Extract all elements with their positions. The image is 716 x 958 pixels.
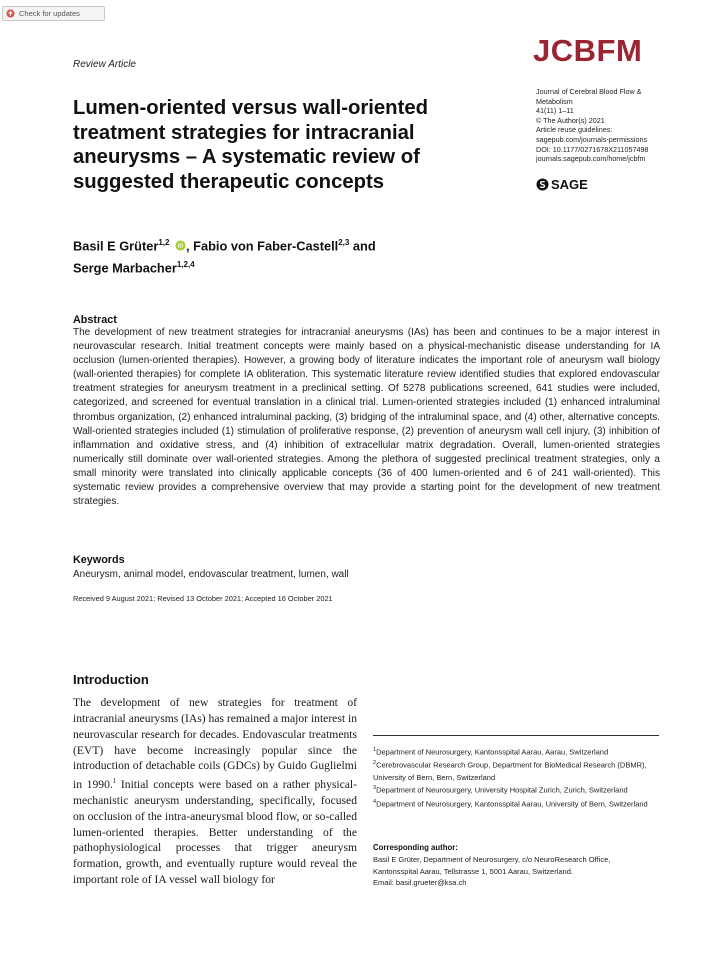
corresponding-email[interactable]: Email: basil.grueter@ksa.ch [373, 878, 467, 888]
journal-info-line: Journal of Cerebral Blood Flow & [536, 87, 642, 96]
keywords-heading: Keywords [73, 554, 125, 566]
journal-info-line: © The Author(s) 2021 [536, 115, 605, 125]
affiliation-item [373, 745, 663, 758]
affiliation-text: Department of Neurosurgery, University Hospital Zurich, Zurich, Switzerland [376, 785, 628, 795]
publisher-name: SAGE [551, 177, 588, 192]
orcid-icon[interactable] [175, 240, 186, 251]
journal-info-line: Article reuse guidelines: [536, 125, 613, 135]
article-title: Lumen-oriented versus wall-oriented treatment strategies for intracranial aneurysms – A systematic review of suggested therapeutic concepts [73, 97, 428, 193]
corresponding-line: Basil E Grüter, Department of Neurosurgery, c/o NeuroResearch Office, [373, 854, 611, 864]
journal-info-line[interactable]: DOI: 10.1177/0271678X211057498 [536, 144, 649, 154]
keywords-text: Aneurysm, animal model, endovascular treatment, lumen, wall [73, 569, 349, 580]
affiliation-number: 1 [373, 747, 377, 753]
affiliation-text: Department of Neurosurgery, Kantonsspital Aarau, Aarau, Switzerland [376, 747, 609, 757]
affiliations [373, 745, 663, 810]
footnote-divider [373, 735, 659, 736]
journal-info-line[interactable]: journals.sagepub.com/home/jcbfm [536, 154, 646, 164]
publication-dates: Received 9 August 2021; Revised 13 October 2021; Accepted 16 October 2021 [73, 594, 333, 603]
author-name: Fabio von Faber-Castell [193, 238, 339, 254]
journal-info-line[interactable]: sagepub.com/journals-permissions [536, 134, 648, 144]
introduction-text-part: Initial concepts were based on a rather physical-mechanistic aneurysm understanding, specifically, focused on occlusion of the intra-aneurysmal blood flow, or so-called lumen-oriented therapies. Better understanding of the pathophysiological processes that trigger aneurysm formation, growth, and eventually rupture would reveal the important role of IA vessel wall biology for [73, 778, 357, 887]
corresponding-line: Kantonsspital Aarau, Tellstrasse 1, 5001 Aarau, Switzerland. [373, 866, 573, 876]
svg-text:iD: iD [177, 243, 184, 250]
journal-info-line: Metabolism [536, 96, 573, 106]
introduction-heading: Introduction [73, 672, 149, 687]
update-icon [6, 9, 15, 18]
affiliation-text: Cerebrovascular Research Group, Department for BioMedical Research (DBMR), University of Bern, Bern, Switzerland [373, 760, 647, 782]
abstract-text: The development of new treatment strategies for intracranial aneurysms (IAs) has been and continues to be a major interest in neurovascular research. Initial treatment concepts were mainly based on a physical-mechanistic disease understanding for IA occlusion (lumen-oriented therapies). However, a growing body of literature indicates the important role of aneurysm wall biology (wall-oriented therapies) for complete IA obliteration. This systematic literature review identified studies that explored endovascular treatment strategies for aneurysm treatment in a preclinical setting. Of 5278 publications screened, 641 studies were included, categorized, and screened for eventual translation in a clinical trial. Lumen-oriented strategies included (1) enhanced intraluminal thrombus organization, (2) enhanced intraluminal packing, (3) bridging of the intraluminal space, and (4) other, alternative concepts. Wall-oriented strategies included (1) stimulation of proliferative response, (2) prevention of aneurysm wall cell injury, (3) inhibition of inflammation and oxidative stress, and (4) inhibition of extracellular matrix degradation. Overall, lumen-oriented strategies numerically still dominate over wall-oriented strategies. Among the plethora of suggested preclinical treatment strategies, only a small minority were translated into clinically applicable concepts (36 of 400 lumen-oriented and 6 of 241 wall-oriented). This systematic review provides a comprehensive overview that may provide a starting point for the development of new treatment strategies. [73, 327, 660, 508]
author-affiliation: 1,2,4 [176, 260, 195, 270]
journal-info [536, 87, 671, 164]
author-affiliation: 1,2 [158, 238, 170, 247]
affiliation-text: Department of Neurosurgery, Kantonsspital Aarau, University of Bern, Switzerland [376, 799, 648, 809]
citation-ref[interactable]: 1 [112, 777, 117, 786]
author-separator: and [349, 238, 376, 254]
author-name: Serge Marbacher [73, 260, 177, 276]
affiliation-number: 4 [373, 798, 377, 805]
publisher-logo [536, 177, 588, 192]
affiliation-item [373, 797, 663, 810]
affiliation-item [373, 783, 663, 796]
corresponding-author [373, 842, 663, 889]
abstract-heading: Abstract [73, 314, 117, 326]
check-for-updates-badge[interactable] [2, 6, 105, 21]
author-affiliation: 2,3 [338, 238, 350, 247]
introduction-text [73, 695, 357, 888]
corresponding-heading: Corresponding author: [373, 843, 458, 852]
check-for-updates-label: Check for updates [19, 9, 80, 18]
author-list [73, 233, 453, 278]
affiliation-item [373, 758, 663, 783]
journal-info-line: 41(11) 1–11 [536, 106, 574, 116]
article-type: Review Article [73, 59, 136, 70]
introduction-text-part: The development of new strategies for treatment of intracranial aneurysms (IAs) has remained a major interest in neurovascular research for decades. Endovascular treatments (EVT) have become increasingly popular since the introduction of detachable coils (GDCs) by Guido Guglielmi in 1990. [73, 696, 357, 792]
author-separator: , [186, 238, 194, 254]
author-name: Basil E Grüter [73, 238, 159, 254]
affiliation-number: 3 [373, 785, 377, 792]
journal-logo: JCBFM [533, 33, 643, 68]
affiliation-number: 2 [373, 760, 377, 767]
sage-s-icon [536, 178, 549, 191]
